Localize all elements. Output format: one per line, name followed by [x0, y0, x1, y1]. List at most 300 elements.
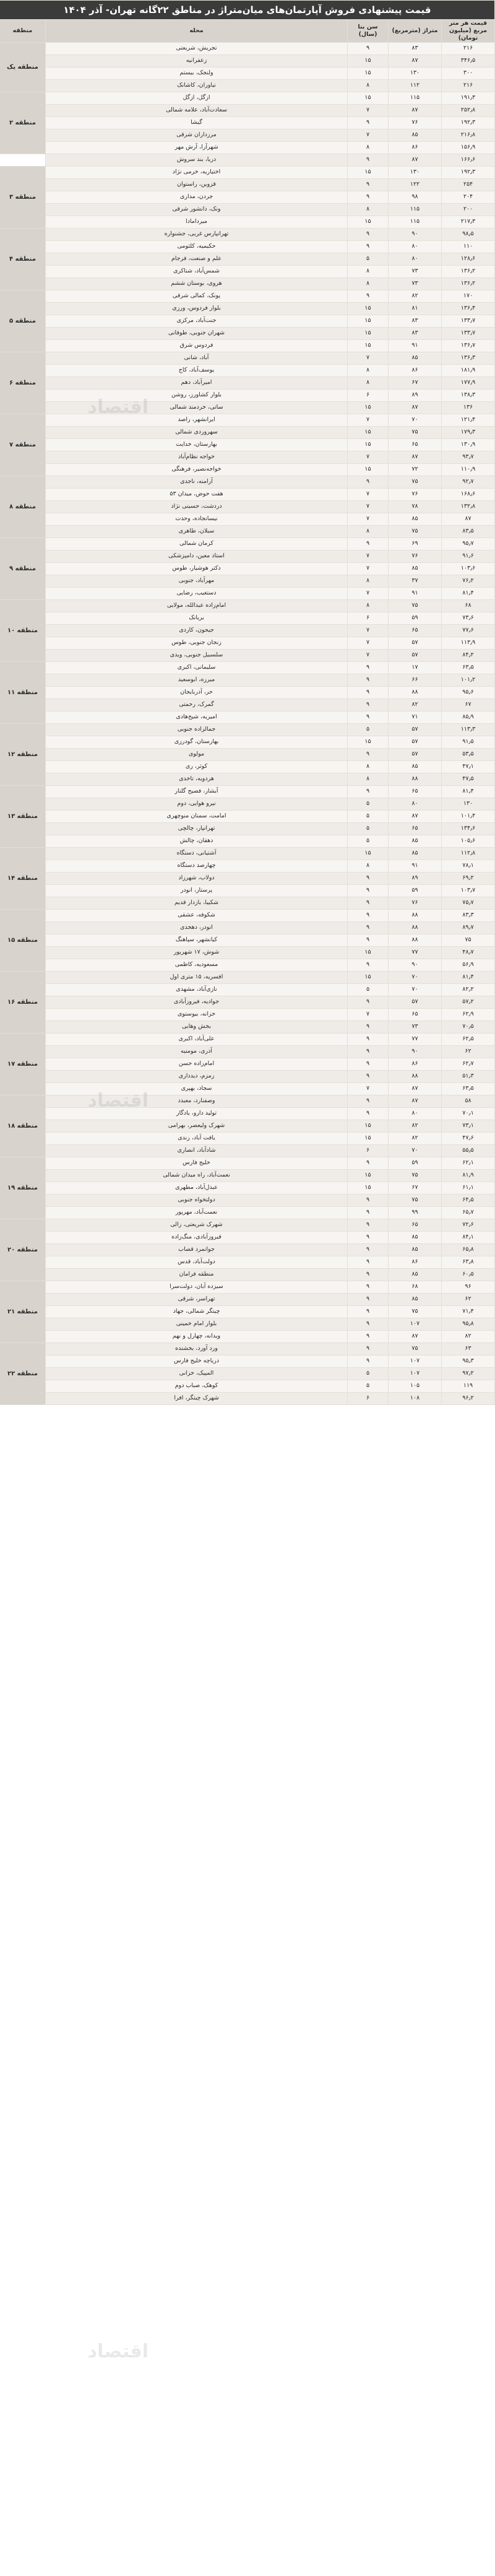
cell-age: ۹: [348, 1305, 389, 1318]
cell-neighborhood: یوسف‌آباد، کاج: [46, 364, 348, 376]
cell-price: ۷۷٫۶: [442, 624, 495, 637]
cell-age: ۹: [348, 191, 389, 203]
cell-neighborhood: وصفنارد، معبدد: [46, 1095, 348, 1107]
cell-neighborhood: عبدل‌آباد، مطهری: [46, 1181, 348, 1194]
table-row: [0, 315, 495, 327]
table-row: [0, 1281, 495, 1293]
cell-price: ۲۱۶: [442, 79, 495, 92]
table-row: [0, 686, 495, 698]
cell-age: ۹: [348, 1058, 389, 1070]
cell-neighborhood: امام‌زاده عبدالله، مولایی: [46, 599, 348, 612]
cell-age: ۷: [348, 637, 389, 649]
cell-age: ۱۵: [348, 215, 389, 228]
cell-price: ۱۳۶: [442, 401, 495, 414]
cell-area: ۸۵: [389, 1293, 442, 1305]
cell-area: ۸۸: [389, 909, 442, 921]
cell-age: ۹: [348, 537, 389, 550]
cell-area: ۱۱۵: [389, 215, 442, 228]
cell-area: ۸۲: [389, 290, 442, 302]
table-row: [0, 79, 495, 92]
cell-area: ۷۲: [389, 463, 442, 476]
cell-neighborhood: بلوار کشاورز، روشن: [46, 389, 348, 401]
table-row: [0, 674, 495, 686]
cell-neighborhood: مسعودیه، کاظمی: [46, 959, 348, 971]
cell-price: ۷۸٫۱: [442, 859, 495, 872]
table-row: [0, 414, 495, 426]
cell-zone: منطقه ۲۰: [0, 1219, 46, 1281]
cell-neighborhood: المپیک، خزانی: [46, 1367, 348, 1380]
cell-neighborhood: بهارستان، خدایت: [46, 438, 348, 451]
table-row: [0, 277, 495, 290]
cell-neighborhood: سهروردی شمالی: [46, 426, 348, 438]
cell-age: ۸: [348, 575, 389, 587]
cell-price: ۸۳٫۵: [442, 525, 495, 537]
cell-age: ۱۵: [348, 339, 389, 352]
cell-neighborhood: نیسانجاده، وحدت: [46, 513, 348, 525]
cell-neighborhood: زمزم، دیدداری: [46, 1070, 348, 1082]
cell-price: ۲۰۰: [442, 203, 495, 215]
cell-area: ۸۱: [389, 302, 442, 315]
cell-age: ۱۵: [348, 1169, 389, 1181]
cell-age: ۶: [348, 1144, 389, 1157]
cell-age: ۸: [348, 203, 389, 215]
cell-price: ۶۵٫۷: [442, 1206, 495, 1219]
header-area: متراژ (مترمربع): [389, 20, 442, 43]
cell-area: ۵۷: [389, 748, 442, 760]
table-row: [0, 451, 495, 463]
cell-price: ۱۳۶٫۲: [442, 277, 495, 290]
cell-age: ۹: [348, 686, 389, 698]
table-row: [0, 500, 495, 513]
cell-age: ۷: [348, 352, 389, 364]
cell-neighborhood: بریانک: [46, 612, 348, 624]
cell-neighborhood: امامت، سمنان منوچهری: [46, 810, 348, 822]
table-row: [0, 983, 495, 996]
cell-neighborhood: گیشا: [46, 116, 348, 129]
table-row: [0, 1392, 495, 1404]
cell-neighborhood: شوش، ۱۷ شهریور: [46, 946, 348, 959]
table-row: [0, 438, 495, 451]
table-row: [0, 711, 495, 723]
table-row: [0, 178, 495, 191]
table-row: [0, 822, 495, 835]
cell-area: ۹۹: [389, 1206, 442, 1219]
cell-area: ۸۵: [389, 129, 442, 141]
cell-age: ۹: [348, 1020, 389, 1033]
table-row: [0, 1120, 495, 1132]
cell-age: ۹: [348, 1070, 389, 1082]
cell-age: ۹: [348, 872, 389, 884]
cell-area: ۸۶: [389, 1256, 442, 1268]
cell-price: ۴۷٫۶: [442, 1132, 495, 1144]
cell-area: ۸۷: [389, 1082, 442, 1095]
cell-area: ۵۹: [389, 612, 442, 624]
cell-area: ۶۵: [389, 785, 442, 798]
cell-neighborhood: تهرانپارس غربی، جشنواره: [46, 228, 348, 240]
cell-neighborhood: کیانشهر، سپاهنگ: [46, 934, 348, 946]
cell-neighborhood: شکوفه، عشقی: [46, 909, 348, 921]
cell-age: ۹: [348, 1095, 389, 1107]
cell-price: ۶۱٫۱: [442, 1181, 495, 1194]
cell-price: ۲۵۲٫۸: [442, 104, 495, 116]
table-row: [0, 1058, 495, 1070]
cell-neighborhood: میردامادا: [46, 215, 348, 228]
cell-price: ۹۶٫۲: [442, 1392, 495, 1404]
cell-area: ۶۵: [389, 438, 442, 451]
cell-age: ۹: [348, 1033, 389, 1045]
cell-area: ۹۰: [389, 1045, 442, 1058]
cell-age: ۹: [348, 42, 389, 54]
cell-price: ۴۸٫۷: [442, 946, 495, 959]
cell-neighborhood: آذری، مومنیه: [46, 1045, 348, 1058]
cell-area: ۸۷: [389, 54, 442, 67]
cell-zone: منطقه ۸: [0, 476, 46, 537]
table-row: [0, 54, 495, 67]
cell-neighborhood: امیرآباد، دهم: [46, 376, 348, 389]
table-row: [0, 1330, 495, 1342]
cell-neighborhood: انودر، دهخدی: [46, 921, 348, 934]
cell-neighborhood: دولتخواه جنوبی: [46, 1194, 348, 1206]
cell-age: ۹: [348, 290, 389, 302]
cell-age: ۱۵: [348, 302, 389, 315]
table-row: [0, 265, 495, 277]
cell-area: ۷۰: [389, 983, 442, 996]
cell-area: ۸۳: [389, 42, 442, 54]
cell-area: ۸۸: [389, 934, 442, 946]
cell-neighborhood: کوثر، ری: [46, 760, 348, 773]
cell-age: ۹: [348, 1206, 389, 1219]
cell-price: ۱۳۶٫۴: [442, 302, 495, 315]
cell-neighborhood: میرزه، ابوسعید: [46, 674, 348, 686]
cell-neighborhood: آباد، شانی: [46, 352, 348, 364]
cell-neighborhood: جوادیه، فیروزآبادی: [46, 996, 348, 1008]
cell-area: ۷۶: [389, 897, 442, 909]
table-row: [0, 426, 495, 438]
cell-age: ۱۵: [348, 67, 389, 79]
cell-age: ۱۵: [348, 327, 389, 339]
cell-area: ۷۱: [389, 711, 442, 723]
cell-price: ۱۷۹٫۳: [442, 426, 495, 438]
table-row: [0, 884, 495, 897]
cell-price: ۸۷: [442, 513, 495, 525]
table-row: [0, 760, 495, 773]
cell-area: ۷۰: [389, 1144, 442, 1157]
cell-neighborhood: دستغیب، رضایی: [46, 587, 348, 599]
cell-price: ۸۱٫۹: [442, 1169, 495, 1181]
cell-zone: منطقه ۱۴: [0, 847, 46, 909]
cell-price: ۴۷٫۱: [442, 760, 495, 773]
cell-neighborhood: دولت‌آباد، قدس: [46, 1256, 348, 1268]
cell-neighborhood: تولید دارو، یادگار: [46, 1107, 348, 1120]
cell-age: ۵: [348, 723, 389, 736]
table-row: [0, 42, 495, 54]
table-row: [0, 1181, 495, 1194]
cell-neighborhood: ازگل، ازگل: [46, 92, 348, 104]
cell-price: ۵۱٫۳: [442, 1070, 495, 1082]
cell-price: ۱۶۶٫۶: [442, 154, 495, 166]
cell-zone: منطقه ۲: [0, 92, 46, 154]
table-row: [0, 1033, 495, 1045]
cell-price: ۵۳٫۵: [442, 748, 495, 760]
cell-price: ۹۵٫۶: [442, 686, 495, 698]
cell-price: ۸۹٫۷: [442, 921, 495, 934]
cell-area: ۱۳۰: [389, 166, 442, 178]
cell-price: ۸۴٫۲: [442, 649, 495, 661]
table-row: [0, 872, 495, 884]
cell-neighborhood: بلوار امام خمینی: [46, 1318, 348, 1330]
table-row: [0, 1380, 495, 1392]
cell-price: ۸۲٫۲: [442, 983, 495, 996]
cell-price: ۶۳٫۸: [442, 1256, 495, 1268]
cell-price: ۹۱٫۶: [442, 550, 495, 562]
cell-area: ۷۷: [389, 946, 442, 959]
table-row: [0, 698, 495, 711]
cell-price: ۸۱٫۴: [442, 971, 495, 983]
cell-area: ۱۰۷: [389, 1367, 442, 1380]
cell-area: ۷۵: [389, 599, 442, 612]
cell-age: ۹: [348, 1281, 389, 1293]
cell-age: ۹: [348, 748, 389, 760]
table-row: [0, 1305, 495, 1318]
cell-zone: منطقه ۲۲: [0, 1342, 46, 1404]
cell-age: ۷: [348, 451, 389, 463]
table-row: [0, 1157, 495, 1169]
cell-neighborhood: قزوین، راستوان: [46, 178, 348, 191]
cell-age: ۹: [348, 711, 389, 723]
cell-price: ۱۱۲٫۸: [442, 847, 495, 859]
cell-age: ۷: [348, 587, 389, 599]
table-row: [0, 835, 495, 847]
cell-age: ۶: [348, 389, 389, 401]
cell-age: ۹: [348, 228, 389, 240]
cell-age: ۹: [348, 996, 389, 1008]
cell-area: ۹۰: [389, 959, 442, 971]
cell-price: ۶۲٫۹: [442, 1008, 495, 1020]
table-row: [0, 376, 495, 389]
table-row: [0, 1107, 495, 1120]
cell-age: ۱۵: [348, 92, 389, 104]
table-row: [0, 1243, 495, 1256]
cell-neighborhood: شهرک شریعتی، زالی: [46, 1219, 348, 1231]
table-row: [0, 203, 495, 215]
table-row: [0, 971, 495, 983]
table-row: [0, 1144, 495, 1157]
cell-age: ۹: [348, 897, 389, 909]
table-row: [0, 624, 495, 637]
cell-age: ۷: [348, 550, 389, 562]
cell-price: ۱۶۸٫۶: [442, 488, 495, 500]
cell-price: ۶۸: [442, 599, 495, 612]
cell-age: ۹: [348, 921, 389, 934]
cell-neighborhood: حر، آذربایجان: [46, 686, 348, 698]
cell-area: ۷۶: [389, 116, 442, 129]
cell-age: ۸: [348, 141, 389, 154]
cell-neighborhood: شهرک ولیعصر، بهرامی: [46, 1120, 348, 1132]
cell-age: ۹: [348, 1045, 389, 1058]
cell-zone: منطقه ۱۹: [0, 1157, 46, 1219]
table-row: [0, 401, 495, 414]
table-row: [0, 575, 495, 587]
cell-age: ۷: [348, 1008, 389, 1020]
cell-price: ۷۰٫۵: [442, 1020, 495, 1033]
cell-area: ۷۷: [389, 1033, 442, 1045]
table-row: [0, 921, 495, 934]
cell-area: ۷۶: [389, 550, 442, 562]
cell-price: ۶۳: [442, 1342, 495, 1355]
cell-price: ۹۵٫۷: [442, 537, 495, 550]
cell-age: ۸: [348, 79, 389, 92]
cell-price: ۷۶٫۲: [442, 575, 495, 587]
cell-neighborhood: هردویه، تاخدی: [46, 773, 348, 785]
cell-zone: منطقه ۱۲: [0, 723, 46, 785]
cell-price: ۶۲٫۷: [442, 1058, 495, 1070]
cell-neighborhood: شهرک چیتگر، افرا: [46, 1392, 348, 1404]
cell-age: ۵: [348, 798, 389, 810]
cell-zone: منطقه ۱۸: [0, 1095, 46, 1157]
cell-age: ۷: [348, 513, 389, 525]
table-row: [0, 166, 495, 178]
table-row: [0, 1367, 495, 1380]
cell-age: ۵: [348, 983, 389, 996]
cell-area: ۱۰۸: [389, 1392, 442, 1404]
cell-age: ۹: [348, 1194, 389, 1206]
cell-neighborhood: سجاد، بهپری: [46, 1082, 348, 1095]
cell-price: ۷۲٫۶: [442, 1219, 495, 1231]
table-row: [0, 228, 495, 240]
cell-age: ۸: [348, 265, 389, 277]
cell-neighborhood: امیریه، شیخ‌هادی: [46, 711, 348, 723]
cell-price: ۸۴٫۱: [442, 1231, 495, 1243]
cell-area: ۵۹: [389, 1157, 442, 1169]
table-row: [0, 810, 495, 822]
cell-area: ۸۹: [389, 389, 442, 401]
cell-neighborhood: بخش وهابی: [46, 1020, 348, 1033]
cell-neighborhood: ایرانشهر، راصد: [46, 414, 348, 426]
cell-neighborhood: پرستار، انودر: [46, 884, 348, 897]
cell-area: ۳۷: [389, 575, 442, 587]
cell-age: ۷: [348, 414, 389, 426]
cell-neighborhood: زنجان جنوبی، طوس: [46, 637, 348, 649]
cell-age: ۹: [348, 1231, 389, 1243]
table-row: [0, 1268, 495, 1281]
cell-age: ۹: [348, 1293, 389, 1305]
cell-price: ۱۰۳٫۶: [442, 562, 495, 575]
cell-age: ۹: [348, 1107, 389, 1120]
cell-age: ۷: [348, 500, 389, 513]
cell-area: ۸۵: [389, 760, 442, 773]
cell-age: ۹: [348, 1342, 389, 1355]
cell-price: ۷۵٫۷: [442, 897, 495, 909]
cell-zone: منطقه یک: [0, 42, 46, 92]
cell-age: ۱۵: [348, 1181, 389, 1194]
cell-age: ۸: [348, 599, 389, 612]
cell-area: ۸۵: [389, 352, 442, 364]
cell-age: ۹: [348, 1268, 389, 1281]
cell-price: ۹۵٫۸: [442, 1318, 495, 1330]
cell-age: ۸: [348, 364, 389, 376]
cell-price: ۱۳۰: [442, 798, 495, 810]
cell-age: ۹: [348, 1355, 389, 1367]
cell-neighborhood: شمس‌آباد، شناکری: [46, 265, 348, 277]
cell-price: ۱۱۳٫۳: [442, 723, 495, 736]
cell-area: ۵۷: [389, 649, 442, 661]
table-row: [0, 104, 495, 116]
table-row: [0, 909, 495, 921]
cell-price: ۹۱٫۵: [442, 736, 495, 748]
table-row: [0, 1256, 495, 1268]
cell-neighborhood: چیتگر شمالی، جهاد: [46, 1305, 348, 1318]
cell-area: ۷۵: [389, 1342, 442, 1355]
cell-age: ۱۵: [348, 401, 389, 414]
cell-neighborhood: مرزداران شرقی: [46, 129, 348, 141]
cell-age: ۵: [348, 810, 389, 822]
cell-age: ۹: [348, 1243, 389, 1256]
table-row: [0, 562, 495, 575]
cell-neighborhood: بهارستان، گودرزی: [46, 736, 348, 748]
cell-area: ۸۳: [389, 327, 442, 339]
cell-zone: منطقه ۱۱: [0, 661, 46, 723]
table-row: [0, 191, 495, 203]
cell-age: ۸: [348, 277, 389, 290]
cell-neighborhood: امام‌زاده حسن: [46, 1058, 348, 1070]
cell-zone: منطقه ۱۷: [0, 1033, 46, 1095]
cell-price: ۲۱۶٫۸: [442, 129, 495, 141]
cell-area: ۸۰: [389, 798, 442, 810]
table-row: [0, 748, 495, 760]
cell-area: ۸۷: [389, 401, 442, 414]
cell-area: ۸۰: [389, 253, 442, 265]
cell-zone: منطقه ۶: [0, 352, 46, 414]
cell-price: ۱۷۰: [442, 290, 495, 302]
cell-price: ۸۱٫۴: [442, 785, 495, 798]
cell-neighborhood: خزانه، بیوستوی: [46, 1008, 348, 1020]
table-row: [0, 1342, 495, 1355]
cell-area: ۸۹: [389, 872, 442, 884]
cell-age: ۵: [348, 253, 389, 265]
cell-area: ۱۱۵: [389, 92, 442, 104]
cell-neighborhood: نعمت‌آباد، مهرپور: [46, 1206, 348, 1219]
cell-area: ۱۰۵: [389, 1380, 442, 1392]
cell-price: ۱۹۲٫۳: [442, 166, 495, 178]
cell-age: ۷: [348, 624, 389, 637]
table-row: [0, 240, 495, 253]
table-row: [0, 1045, 495, 1058]
cell-age: ۱۵: [348, 166, 389, 178]
cell-price: ۶۲: [442, 1293, 495, 1305]
cell-area: ۷۵: [389, 1194, 442, 1206]
cell-price: ۱۳۳٫۷: [442, 315, 495, 327]
table-row: [0, 463, 495, 476]
cell-price: ۱۳۰٫۹: [442, 438, 495, 451]
cell-price: ۱۲۱٫۴: [442, 414, 495, 426]
cell-area: ۸۲: [389, 698, 442, 711]
cell-area: ۸۷: [389, 104, 442, 116]
table-row: [0, 1194, 495, 1206]
cell-age: ۹: [348, 884, 389, 897]
cell-age: ۷: [348, 104, 389, 116]
cell-area: ۸۶: [389, 364, 442, 376]
cell-age: ۷: [348, 649, 389, 661]
cell-age: ۹: [348, 1256, 389, 1268]
cell-zone: منطقه ۲۱: [0, 1281, 46, 1342]
cell-price: ۲۱۶: [442, 42, 495, 54]
cell-area: ۷۰: [389, 971, 442, 983]
cell-age: ۹: [348, 959, 389, 971]
cell-neighborhood: مولوی: [46, 748, 348, 760]
cell-neighborhood: نازی‌آباد، مشهدی: [46, 983, 348, 996]
cell-neighborhood: دردشت، حسینی نژاد: [46, 500, 348, 513]
cell-price: ۷۵: [442, 934, 495, 946]
